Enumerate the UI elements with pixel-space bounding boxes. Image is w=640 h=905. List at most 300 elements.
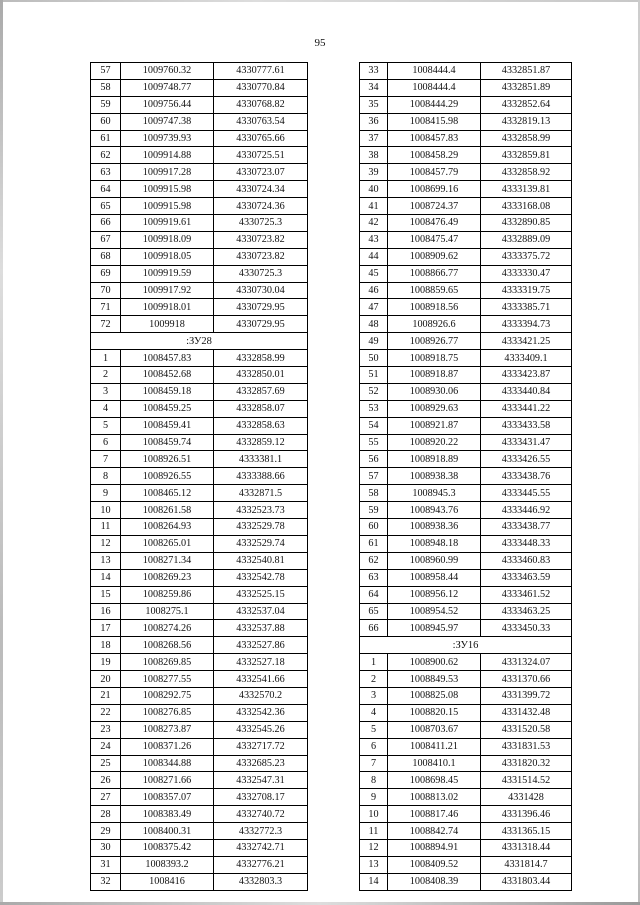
x-coordinate-cell: 1008265.01 xyxy=(121,535,214,552)
x-coordinate-cell: 1008457.83 xyxy=(388,130,481,147)
y-coordinate-cell: 4333423.87 xyxy=(481,367,572,384)
y-coordinate-cell: 4330723.82 xyxy=(214,248,308,265)
y-coordinate-cell: 4332851.87 xyxy=(481,63,572,80)
x-coordinate-cell: 1008938.36 xyxy=(388,519,481,536)
point-number-cell: 45 xyxy=(360,265,388,282)
y-coordinate-cell: 4332570.2 xyxy=(214,687,308,704)
point-number-cell: 26 xyxy=(91,772,121,789)
point-number-cell: 48 xyxy=(360,316,388,333)
point-number-cell: 59 xyxy=(360,502,388,519)
point-number-cell: 56 xyxy=(360,451,388,468)
point-number-cell: 53 xyxy=(360,400,388,417)
point-number-cell: 32 xyxy=(91,873,121,890)
point-number-cell: 1 xyxy=(360,654,388,671)
table-row xyxy=(91,316,308,333)
table-row xyxy=(360,806,572,823)
point-number-cell: 66 xyxy=(91,215,121,232)
table-row xyxy=(360,485,572,502)
y-coordinate-cell: 4332529.74 xyxy=(214,535,308,552)
x-coordinate-cell: 1008948.18 xyxy=(388,535,481,552)
point-number-cell: 58 xyxy=(91,79,121,96)
x-coordinate-cell: 1008813.02 xyxy=(388,789,481,806)
x-coordinate-cell: 1008698.45 xyxy=(388,772,481,789)
table-row xyxy=(360,569,572,586)
x-coordinate-cell: 1008409.52 xyxy=(388,856,481,873)
y-coordinate-cell: 4330725.3 xyxy=(214,265,308,282)
point-number-cell: 66 xyxy=(360,620,388,637)
y-coordinate-cell: 4333463.25 xyxy=(481,603,572,620)
page-edge-top xyxy=(0,0,640,2)
x-coordinate-cell: 1008452.68 xyxy=(121,367,214,384)
y-coordinate-cell: 4331318.44 xyxy=(481,839,572,856)
x-coordinate-cell: 1008459.25 xyxy=(121,400,214,417)
x-coordinate-cell: 1008475.47 xyxy=(388,231,481,248)
x-coordinate-cell: 1008956.12 xyxy=(388,586,481,603)
y-coordinate-cell: 4332542.78 xyxy=(214,569,308,586)
x-coordinate-cell: 1008415.98 xyxy=(388,113,481,130)
x-coordinate-cell: 1009918 xyxy=(121,316,214,333)
y-coordinate-cell: 4333168.08 xyxy=(481,198,572,215)
y-coordinate-cell: 4332708.17 xyxy=(214,789,308,806)
x-coordinate-cell: 1008918.75 xyxy=(388,350,481,367)
point-number-cell: 21 xyxy=(91,687,121,704)
table-row xyxy=(360,113,572,130)
point-number-cell: 60 xyxy=(360,519,388,536)
x-coordinate-cell: 1008926.55 xyxy=(121,468,214,485)
table-row xyxy=(91,569,308,586)
table-row xyxy=(360,215,572,232)
y-coordinate-cell: 4331432.48 xyxy=(481,704,572,721)
table-row xyxy=(91,367,308,384)
x-coordinate-cell: 1008894.91 xyxy=(388,839,481,856)
point-number-cell: 37 xyxy=(360,130,388,147)
table-row xyxy=(91,755,308,772)
x-coordinate-cell: 1008930.06 xyxy=(388,383,481,400)
y-coordinate-cell: 4332890.85 xyxy=(481,215,572,232)
y-coordinate-cell: 4332871.5 xyxy=(214,485,308,502)
table-row xyxy=(91,113,308,130)
table-row xyxy=(360,738,572,755)
table-row xyxy=(360,400,572,417)
y-coordinate-cell: 4331820.32 xyxy=(481,755,572,772)
x-coordinate-cell: 1008277.55 xyxy=(121,671,214,688)
table-row xyxy=(91,147,308,164)
y-coordinate-cell: 4330725.51 xyxy=(214,147,308,164)
y-coordinate-cell: 4331365.15 xyxy=(481,823,572,840)
section-label: :ЗУ16 xyxy=(360,637,572,654)
point-number-cell: 36 xyxy=(360,113,388,130)
y-coordinate-cell: 4331814.7 xyxy=(481,856,572,873)
point-number-cell: 64 xyxy=(360,586,388,603)
table-row xyxy=(91,417,308,434)
point-number-cell: 34 xyxy=(360,79,388,96)
y-coordinate-cell: 4332529.78 xyxy=(214,519,308,536)
x-coordinate-cell: 1009748.77 xyxy=(121,79,214,96)
y-coordinate-cell: 4332776.21 xyxy=(214,856,308,873)
table-row xyxy=(91,383,308,400)
table-row xyxy=(91,552,308,569)
table-row xyxy=(360,130,572,147)
point-number-cell: 51 xyxy=(360,367,388,384)
y-coordinate-cell: 4333394.73 xyxy=(481,316,572,333)
point-number-cell: 15 xyxy=(91,586,121,603)
table-row xyxy=(360,671,572,688)
page-edge-left xyxy=(0,0,3,905)
y-coordinate-cell: 4330723.07 xyxy=(214,164,308,181)
table-row xyxy=(360,789,572,806)
y-coordinate-cell: 4332523.73 xyxy=(214,502,308,519)
x-coordinate-cell: 1008268.56 xyxy=(121,637,214,654)
point-number-cell: 29 xyxy=(91,823,121,840)
x-coordinate-cell: 1008918.89 xyxy=(388,451,481,468)
x-coordinate-cell: 1008825.08 xyxy=(388,687,481,704)
y-coordinate-cell: 4331520.58 xyxy=(481,721,572,738)
point-number-cell: 13 xyxy=(91,552,121,569)
point-number-cell: 57 xyxy=(360,468,388,485)
table-row xyxy=(91,687,308,704)
x-coordinate-cell: 1008476.49 xyxy=(388,215,481,232)
x-coordinate-cell: 1008274.26 xyxy=(121,620,214,637)
x-coordinate-cell: 1008920.22 xyxy=(388,434,481,451)
point-number-cell: 71 xyxy=(91,299,121,316)
y-coordinate-cell: 4330768.82 xyxy=(214,96,308,113)
point-number-cell: 59 xyxy=(91,96,121,113)
table-row xyxy=(91,704,308,721)
point-number-cell: 9 xyxy=(91,485,121,502)
y-coordinate-cell: 4333463.59 xyxy=(481,569,572,586)
table-row xyxy=(91,130,308,147)
x-coordinate-cell: 1008849.53 xyxy=(388,671,481,688)
point-number-cell: 39 xyxy=(360,164,388,181)
table-row xyxy=(360,265,572,282)
point-number-cell: 62 xyxy=(91,147,121,164)
point-number-cell: 14 xyxy=(360,873,388,890)
y-coordinate-cell: 4332858.99 xyxy=(214,350,308,367)
point-number-cell: 68 xyxy=(91,248,121,265)
y-coordinate-cell: 4333438.76 xyxy=(481,468,572,485)
table-row xyxy=(360,79,572,96)
x-coordinate-cell: 1008408.39 xyxy=(388,873,481,890)
table-row xyxy=(360,755,572,772)
table-row xyxy=(360,839,572,856)
table-row xyxy=(91,181,308,198)
y-coordinate-cell: 4332859.12 xyxy=(214,434,308,451)
point-number-cell: 30 xyxy=(91,839,121,856)
point-number-cell: 28 xyxy=(91,806,121,823)
point-number-cell: 61 xyxy=(91,130,121,147)
point-number-cell: 1 xyxy=(91,350,121,367)
table-row xyxy=(360,856,572,873)
x-coordinate-cell: 1009915.98 xyxy=(121,181,214,198)
x-coordinate-cell: 1009739.93 xyxy=(121,130,214,147)
y-coordinate-cell: 4333441.22 xyxy=(481,400,572,417)
x-coordinate-cell: 1008411.21 xyxy=(388,738,481,755)
x-coordinate-cell: 1008292.75 xyxy=(121,687,214,704)
x-coordinate-cell: 1008459.74 xyxy=(121,434,214,451)
table-row xyxy=(91,620,308,637)
table-row xyxy=(91,434,308,451)
table-row xyxy=(91,215,308,232)
table-row xyxy=(360,367,572,384)
point-number-cell: 2 xyxy=(360,671,388,688)
table-row xyxy=(91,282,308,299)
x-coordinate-cell: 1008926.51 xyxy=(121,451,214,468)
coordinates-table-left xyxy=(90,62,308,891)
x-coordinate-cell: 1008375.42 xyxy=(121,839,214,856)
y-coordinate-cell: 4332717.72 xyxy=(214,738,308,755)
y-coordinate-cell: 4330729.95 xyxy=(214,299,308,316)
y-coordinate-cell: 4332852.64 xyxy=(481,96,572,113)
table-row xyxy=(91,856,308,873)
point-number-cell: 6 xyxy=(91,434,121,451)
table-row xyxy=(91,248,308,265)
table-row xyxy=(91,603,308,620)
x-coordinate-cell: 1009917.92 xyxy=(121,282,214,299)
table-row xyxy=(91,772,308,789)
point-number-cell: 55 xyxy=(360,434,388,451)
y-coordinate-cell: 4333448.33 xyxy=(481,535,572,552)
point-number-cell: 63 xyxy=(91,164,121,181)
y-coordinate-cell: 4330777.61 xyxy=(214,63,308,80)
point-number-cell: 7 xyxy=(360,755,388,772)
point-number-cell: 14 xyxy=(91,569,121,586)
y-coordinate-cell: 4332851.89 xyxy=(481,79,572,96)
x-coordinate-cell: 1008259.86 xyxy=(121,586,214,603)
table-row xyxy=(360,417,572,434)
point-number-cell: 10 xyxy=(91,502,121,519)
point-number-cell: 61 xyxy=(360,535,388,552)
x-coordinate-cell: 1008410.1 xyxy=(388,755,481,772)
point-number-cell: 27 xyxy=(91,789,121,806)
x-coordinate-cell: 1008918.56 xyxy=(388,299,481,316)
point-number-cell: 50 xyxy=(360,350,388,367)
point-number-cell: 11 xyxy=(91,519,121,536)
table-row xyxy=(91,350,308,367)
y-coordinate-cell: 4330729.95 xyxy=(214,316,308,333)
point-number-cell: 5 xyxy=(91,417,121,434)
y-coordinate-cell: 4333431.47 xyxy=(481,434,572,451)
point-number-cell: 69 xyxy=(91,265,121,282)
table-row xyxy=(360,552,572,569)
y-coordinate-cell: 4333450.33 xyxy=(481,620,572,637)
y-coordinate-cell: 4332858.63 xyxy=(214,417,308,434)
table-row xyxy=(91,96,308,113)
table-row xyxy=(360,704,572,721)
table-row xyxy=(91,806,308,823)
x-coordinate-cell: 1008943.76 xyxy=(388,502,481,519)
table-row xyxy=(360,181,572,198)
point-number-cell: 25 xyxy=(91,755,121,772)
point-number-cell: 20 xyxy=(91,671,121,688)
table-row xyxy=(360,316,572,333)
table-row xyxy=(360,772,572,789)
table-row xyxy=(360,687,572,704)
point-number-cell: 6 xyxy=(360,738,388,755)
table-row xyxy=(91,839,308,856)
point-number-cell: 49 xyxy=(360,333,388,350)
point-number-cell: 9 xyxy=(360,789,388,806)
point-number-cell: 16 xyxy=(91,603,121,620)
point-number-cell: 62 xyxy=(360,552,388,569)
y-coordinate-cell: 4333433.58 xyxy=(481,417,572,434)
y-coordinate-cell: 4332541.66 xyxy=(214,671,308,688)
point-number-cell: 13 xyxy=(360,856,388,873)
point-number-cell: 57 xyxy=(91,63,121,80)
table-row xyxy=(360,603,572,620)
x-coordinate-cell: 1008393.2 xyxy=(121,856,214,873)
x-coordinate-cell: 1008459.18 xyxy=(121,383,214,400)
y-coordinate-cell: 4331370.66 xyxy=(481,671,572,688)
table-row xyxy=(360,873,572,890)
x-coordinate-cell: 1008958.44 xyxy=(388,569,481,586)
point-number-cell: 63 xyxy=(360,569,388,586)
table-row xyxy=(91,637,308,654)
point-number-cell: 52 xyxy=(360,383,388,400)
point-number-cell: 60 xyxy=(91,113,121,130)
y-coordinate-cell: 4332742.71 xyxy=(214,839,308,856)
x-coordinate-cell: 1008273.87 xyxy=(121,721,214,738)
section-row xyxy=(91,333,308,350)
x-coordinate-cell: 1008954.52 xyxy=(388,603,481,620)
x-coordinate-cell: 1009760.32 xyxy=(121,63,214,80)
point-number-cell: 47 xyxy=(360,299,388,316)
point-number-cell: 18 xyxy=(91,637,121,654)
x-coordinate-cell: 1008465.12 xyxy=(121,485,214,502)
point-number-cell: 67 xyxy=(91,231,121,248)
x-coordinate-cell: 1008842.74 xyxy=(388,823,481,840)
table-row xyxy=(360,620,572,637)
x-coordinate-cell: 1008926.77 xyxy=(388,333,481,350)
y-coordinate-cell: 4330770.84 xyxy=(214,79,308,96)
y-coordinate-cell: 4333445.55 xyxy=(481,485,572,502)
point-number-cell: 72 xyxy=(91,316,121,333)
table-row xyxy=(360,96,572,113)
y-coordinate-cell: 4333139.81 xyxy=(481,181,572,198)
point-number-cell: 44 xyxy=(360,248,388,265)
point-number-cell: 19 xyxy=(91,654,121,671)
y-coordinate-cell: 4330730.04 xyxy=(214,282,308,299)
x-coordinate-cell: 1009918.05 xyxy=(121,248,214,265)
point-number-cell: 8 xyxy=(360,772,388,789)
y-coordinate-cell: 4333388.66 xyxy=(214,468,308,485)
point-number-cell: 54 xyxy=(360,417,388,434)
y-coordinate-cell: 4332537.04 xyxy=(214,603,308,620)
x-coordinate-cell: 1009915.98 xyxy=(121,198,214,215)
y-coordinate-cell: 4333421.25 xyxy=(481,333,572,350)
point-number-cell: 17 xyxy=(91,620,121,637)
table-row xyxy=(360,164,572,181)
x-coordinate-cell: 1008921.87 xyxy=(388,417,481,434)
table-row xyxy=(360,333,572,350)
table-row xyxy=(91,231,308,248)
y-coordinate-cell: 4332858.99 xyxy=(481,130,572,147)
y-coordinate-cell: 4333409.1 xyxy=(481,350,572,367)
table-row xyxy=(91,198,308,215)
x-coordinate-cell: 1008945.3 xyxy=(388,485,481,502)
y-coordinate-cell: 4333440.84 xyxy=(481,383,572,400)
x-coordinate-cell: 1008945.97 xyxy=(388,620,481,637)
x-coordinate-cell: 1008458.29 xyxy=(388,147,481,164)
table-row xyxy=(91,535,308,552)
table-row xyxy=(91,671,308,688)
x-coordinate-cell: 1009747.38 xyxy=(121,113,214,130)
x-coordinate-cell: 1008271.34 xyxy=(121,552,214,569)
y-coordinate-cell: 4332858.92 xyxy=(481,164,572,181)
point-number-cell: 46 xyxy=(360,282,388,299)
y-coordinate-cell: 4333426.55 xyxy=(481,451,572,468)
table-row xyxy=(91,451,308,468)
y-coordinate-cell: 4332859.81 xyxy=(481,147,572,164)
point-number-cell: 31 xyxy=(91,856,121,873)
point-number-cell: 7 xyxy=(91,451,121,468)
y-coordinate-cell: 4332542.36 xyxy=(214,704,308,721)
x-coordinate-cell: 1008383.49 xyxy=(121,806,214,823)
x-coordinate-cell: 1008859.65 xyxy=(388,282,481,299)
x-coordinate-cell: 1008817.46 xyxy=(388,806,481,823)
y-coordinate-cell: 4332803.3 xyxy=(214,873,308,890)
y-coordinate-cell: 4332547.31 xyxy=(214,772,308,789)
x-coordinate-cell: 1008699.16 xyxy=(388,181,481,198)
page-number: 95 xyxy=(314,37,326,49)
x-coordinate-cell: 1008960.99 xyxy=(388,552,481,569)
point-number-cell: 65 xyxy=(91,198,121,215)
y-coordinate-cell: 4332525.15 xyxy=(214,586,308,603)
y-coordinate-cell: 4330723.82 xyxy=(214,231,308,248)
point-number-cell: 35 xyxy=(360,96,388,113)
y-coordinate-cell: 4332772.3 xyxy=(214,823,308,840)
y-coordinate-cell: 4332685.23 xyxy=(214,755,308,772)
section-label: :ЗУ28 xyxy=(91,333,308,350)
table-row xyxy=(91,654,308,671)
x-coordinate-cell: 1008269.23 xyxy=(121,569,214,586)
section-row xyxy=(360,637,572,654)
x-coordinate-cell: 1008929.63 xyxy=(388,400,481,417)
point-number-cell: 43 xyxy=(360,231,388,248)
x-coordinate-cell: 1008820.15 xyxy=(388,704,481,721)
point-number-cell: 42 xyxy=(360,215,388,232)
table-row xyxy=(91,789,308,806)
y-coordinate-cell: 4330763.54 xyxy=(214,113,308,130)
y-coordinate-cell: 4332527.86 xyxy=(214,637,308,654)
y-coordinate-cell: 4333381.1 xyxy=(214,451,308,468)
point-number-cell: 65 xyxy=(360,603,388,620)
point-number-cell: 3 xyxy=(360,687,388,704)
table-row xyxy=(360,721,572,738)
table-row xyxy=(91,468,308,485)
point-number-cell: 58 xyxy=(360,485,388,502)
coordinates-table-left-body xyxy=(91,63,308,891)
table-row xyxy=(91,485,308,502)
y-coordinate-cell: 4333375.72 xyxy=(481,248,572,265)
x-coordinate-cell: 1009919.61 xyxy=(121,215,214,232)
table-row xyxy=(360,282,572,299)
table-row xyxy=(360,434,572,451)
point-number-cell: 4 xyxy=(91,400,121,417)
x-coordinate-cell: 1008457.79 xyxy=(388,164,481,181)
y-coordinate-cell: 4333446.92 xyxy=(481,502,572,519)
x-coordinate-cell: 1009919.59 xyxy=(121,265,214,282)
x-coordinate-cell: 1008271.66 xyxy=(121,772,214,789)
point-number-cell: 23 xyxy=(91,721,121,738)
y-coordinate-cell: 4331803.44 xyxy=(481,873,572,890)
table-row xyxy=(91,519,308,536)
y-coordinate-cell: 4331399.72 xyxy=(481,687,572,704)
x-coordinate-cell: 1008724.37 xyxy=(388,198,481,215)
point-number-cell: 10 xyxy=(360,806,388,823)
x-coordinate-cell: 1008344.88 xyxy=(121,755,214,772)
table-row xyxy=(91,823,308,840)
y-coordinate-cell: 4330765.66 xyxy=(214,130,308,147)
